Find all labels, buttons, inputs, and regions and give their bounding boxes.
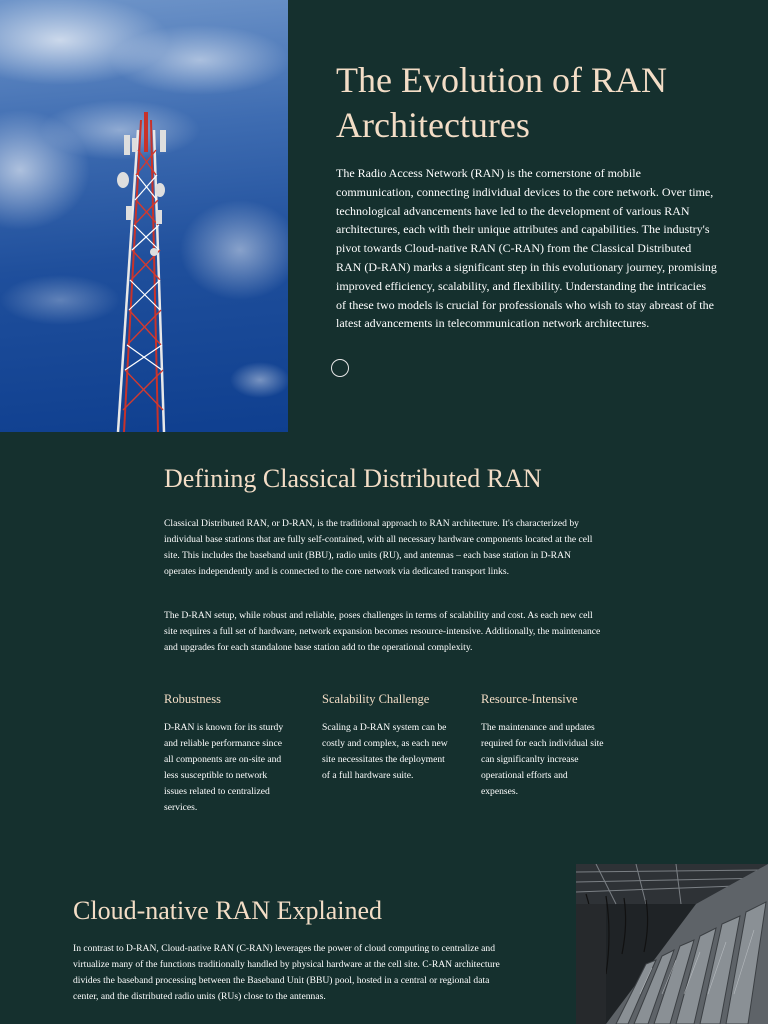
page-title: The Evolution of RAN Architectures xyxy=(336,60,667,145)
tower-illustration xyxy=(0,0,288,432)
carousel-dot-icon[interactable] xyxy=(331,359,349,377)
feature-text-robustness: D-RAN is known for its sturdy and reliable performance since all components are on-site and less susceptible to network issues related to centralized services. xyxy=(164,722,284,813)
datacenter-image xyxy=(576,864,768,1024)
feature-title-robustness: Robustness xyxy=(164,692,221,706)
feature-text-resource: The maintenance and updates required for each individual site can significanlty increase operational efforts and expenses. xyxy=(481,722,604,797)
cran-paragraph: In contrast to D-RAN, Cloud-native RAN (C-RAN) leverages the power of cloud computing to centralize and virtualize many of the functions traditionally handled by physical hardware at the cell site. C-RAN architecture divides the baseband processing between the Baseband Unit (BBU) pool, hosted in a central or regional data center, and the distributed radio units (RUs) close to the antennas. xyxy=(73,943,500,1002)
dran-section-title: Defining Classical Distributed RAN xyxy=(164,464,542,493)
cran-section-title: Cloud-native RAN Explained xyxy=(73,896,383,925)
feature-title-resource: Resource-Intensive xyxy=(481,692,578,706)
dran-paragraph-2: The D-RAN setup, while robust and reliable, poses challenges in terms of scalability and cost. As each new cell site requires a full set of hardware, network expansion becomes resource-intensive. Additionally, the maintenance and upgrades for each standalone base station add to the operational complexity. xyxy=(164,610,601,653)
feature-text-scalability: Scaling a D-RAN system can be costly and complex, as each new site necessitates the deployment of a full hardware suite. xyxy=(322,722,448,781)
tower-image xyxy=(0,0,288,432)
feature-title-scalability: Scalability Challenge xyxy=(322,692,430,706)
intro-paragraph: The Radio Access Network (RAN) is the cornerstone of mobile communication, connecting individual devices to the core network. Over time, technological advancements have led to the development of various RAN architectures, each with their unique attributes and capabilities. The industry's pivot towards Cloud-native RAN (C-RAN) from the Classical Distributed RAN (D-RAN) marks a significant step in this evolutionary journey, promising improved efficiency, scalability, and flexibility. Understanding the intricacies of these two models is crucial for professionals who wish to stay abreast of the latest advancements in telecommunication network architectures. xyxy=(336,166,717,331)
server-racks-illustration xyxy=(576,864,768,1024)
dran-paragraph-1: Classical Distributed RAN, or D-RAN, is the traditional approach to RAN architecture. It's characterized by individual base stations that are fully self-contained, with all necessary hardware components located at the cell site. This includes the baseband unit (BBU), radio units (RU), and antennas – each base station in D-RAN operates independently and is connected to the core network via dedicated transport links. xyxy=(164,518,593,577)
